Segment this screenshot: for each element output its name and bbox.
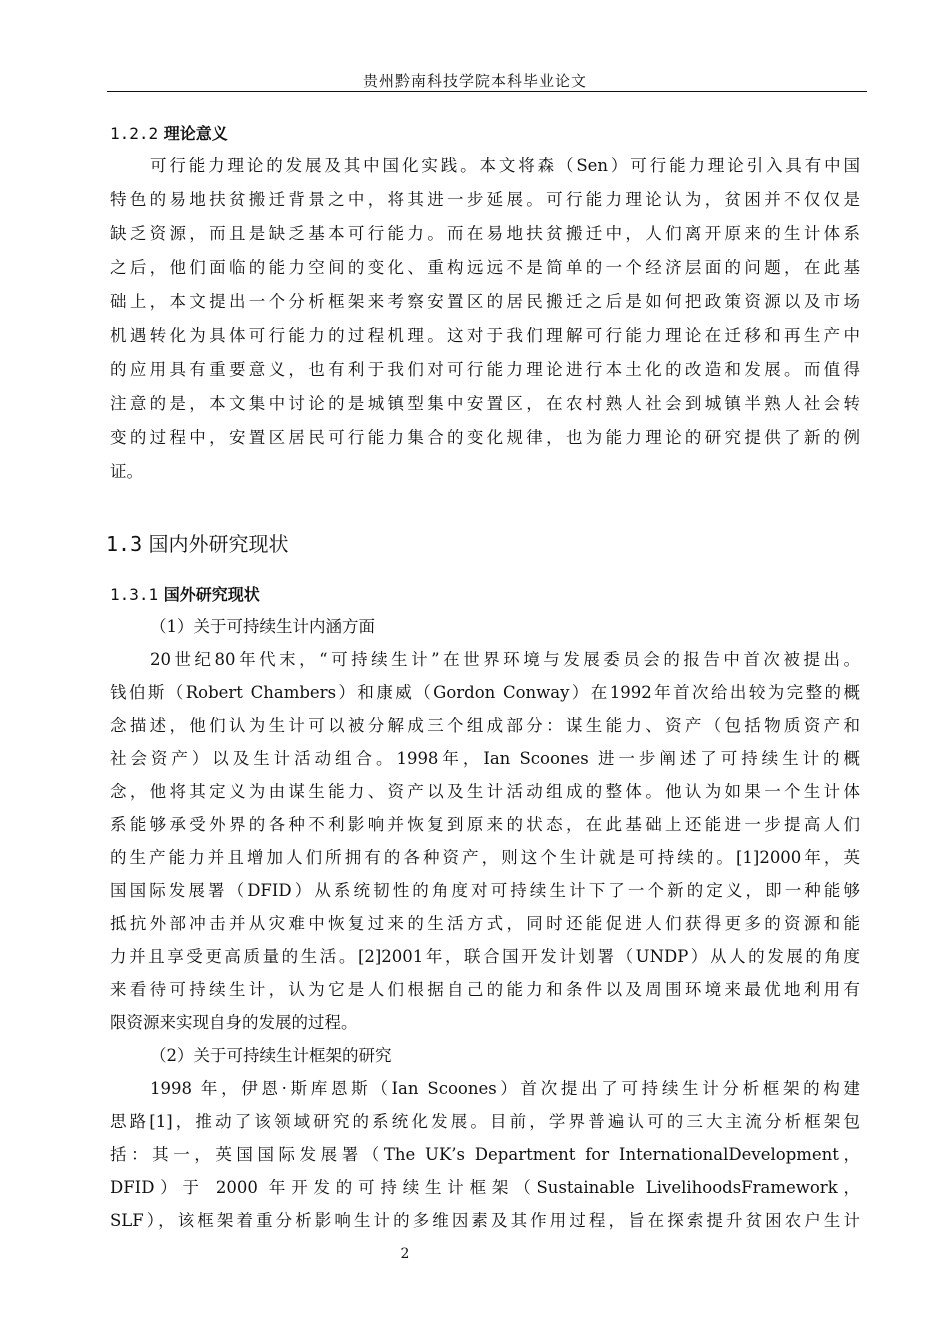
- section-title: 国内外研究现状: [148, 532, 289, 556]
- section-title: 国外研究现状: [163, 585, 260, 604]
- text-line: 念，他将其定义为由谋生能力、资产以及生计活动组成的整体。他认为如果一个生计体: [110, 782, 860, 801]
- text-line: 机遇转化为具体可行能力的过程机理。这对于我们理解可行能力理论在迁移和再生产中: [110, 326, 860, 345]
- text-line: 限资源来实现自身的发展的过程。: [110, 1013, 358, 1032]
- section-number: 1.2.2: [110, 124, 159, 143]
- text-line: 国国际发展署（DFID）从系统韧性的角度对可持续生计下了一个新的定义，即一种能够: [110, 881, 860, 900]
- text-line: 社会资产）以及生计活动组合。1998年，Ian Scoones 进一步阐述了可持续生计的概: [110, 749, 860, 768]
- section-number: 1.3: [106, 532, 143, 556]
- section-heading-1-3-1: [110, 582, 260, 605]
- text-line: SLF），该框架着重分析影响生计的多维因素及其作用过程，旨在探索提升贫困农户生计: [110, 1211, 860, 1230]
- section-number: 1.3.1: [110, 585, 159, 604]
- text-line: 变的过程中，安置区居民可行能力集合的变化规律，也为能力理论的研究提供了新的例: [110, 428, 860, 447]
- subheading-livelihood-connotation: （1）关于可持续生计内涵方面: [150, 617, 375, 636]
- text-line: 思路[1]，推动了该领域研究的系统化发展。目前，学界普遍认可的三大主流分析框架包: [110, 1112, 860, 1131]
- section-heading-1-3: [106, 528, 288, 557]
- text-line: 钱伯斯（Robert Chambers）和康威（Gordon Conway）在1992年首次给出较为完整的概: [110, 683, 860, 702]
- text-line: 念描述，他们认为生计可以被分解成三个组成部分：谋生能力、资产（包括物质资产和: [110, 716, 860, 735]
- text-line: 的生产能力并且增加人们所拥有的各种资产，则这个生计就是可持续的。[1]2000年，英: [110, 848, 860, 867]
- text-line: 础上，本文提出一个分析框架来考察安置区的居民搬迁之后是如何把政策资源以及市场: [110, 292, 860, 311]
- text-line: 来看待可持续生计，认为它是人们根据自己的能力和条件以及周围环境来最优地利用有: [110, 980, 860, 999]
- subheading-livelihood-framework: （2）关于可持续生计框架的研究: [150, 1046, 392, 1065]
- section-heading-1-2-2: [110, 121, 228, 144]
- text-line: 20世纪80年代末，“可持续生计”在世界环境与发展委员会的报告中首次被提出。: [150, 650, 860, 669]
- header-rule: [107, 91, 867, 92]
- text-line: 特色的易地扶贫搬迁背景之中，将其进一步延展。可行能力理论认为，贫困并不仅仅是: [110, 190, 860, 209]
- text-line: 1998 年，伊恩·斯库恩斯（Ian Scoones）首次提出了可持续生计分析框架的构建: [150, 1079, 860, 1098]
- text-line: DFID）于 2000 年开发的可持续生计框架（Sustainable LivelihoodsFramework，: [110, 1178, 860, 1197]
- running-header: 贵州黔南科技学院本科毕业论文: [362, 72, 587, 90]
- text-line: 括：其一，英国国际发展署（The UK’s Department for InternationalDevelopment，: [110, 1145, 860, 1164]
- text-line: 可行能力理论的发展及其中国化实践。本文将森（Sen）可行能力理论引入具有中国: [150, 156, 860, 175]
- section-title: 理论意义: [163, 124, 228, 143]
- text-line: 缺乏资源，而且是缺乏基本可行能力。而在易地扶贫搬迁中，人们离开原来的生计体系: [110, 224, 860, 243]
- page-number: 2: [400, 1246, 410, 1262]
- text-line: 系能够承受外界的各种不利影响并恢复到原来的状态，在此基础上还能进一步提高人们: [110, 815, 860, 834]
- text-line: 抵抗外部冲击并从灾难中恢复过来的生活方式，同时还能促进人们获得更多的资源和能: [110, 914, 860, 933]
- text-line: 力并且享受更高质量的生活。[2]2001年，联合国开发计划署（UNDP）从人的发展的角度: [110, 947, 860, 966]
- text-line: 注意的是，本文集中讨论的是城镇型集中安置区，在农村熟人社会到城镇半熟人社会转: [110, 394, 860, 413]
- text-line: 的应用具有重要意义，也有利于我们对可行能力理论进行本土化的改造和发展。而值得: [110, 360, 860, 379]
- text-line: 证。: [110, 462, 143, 481]
- text-line: 之后，他们面临的能力空间的变化、重构远远不是简单的一个经济层面的问题，在此基: [110, 258, 860, 277]
